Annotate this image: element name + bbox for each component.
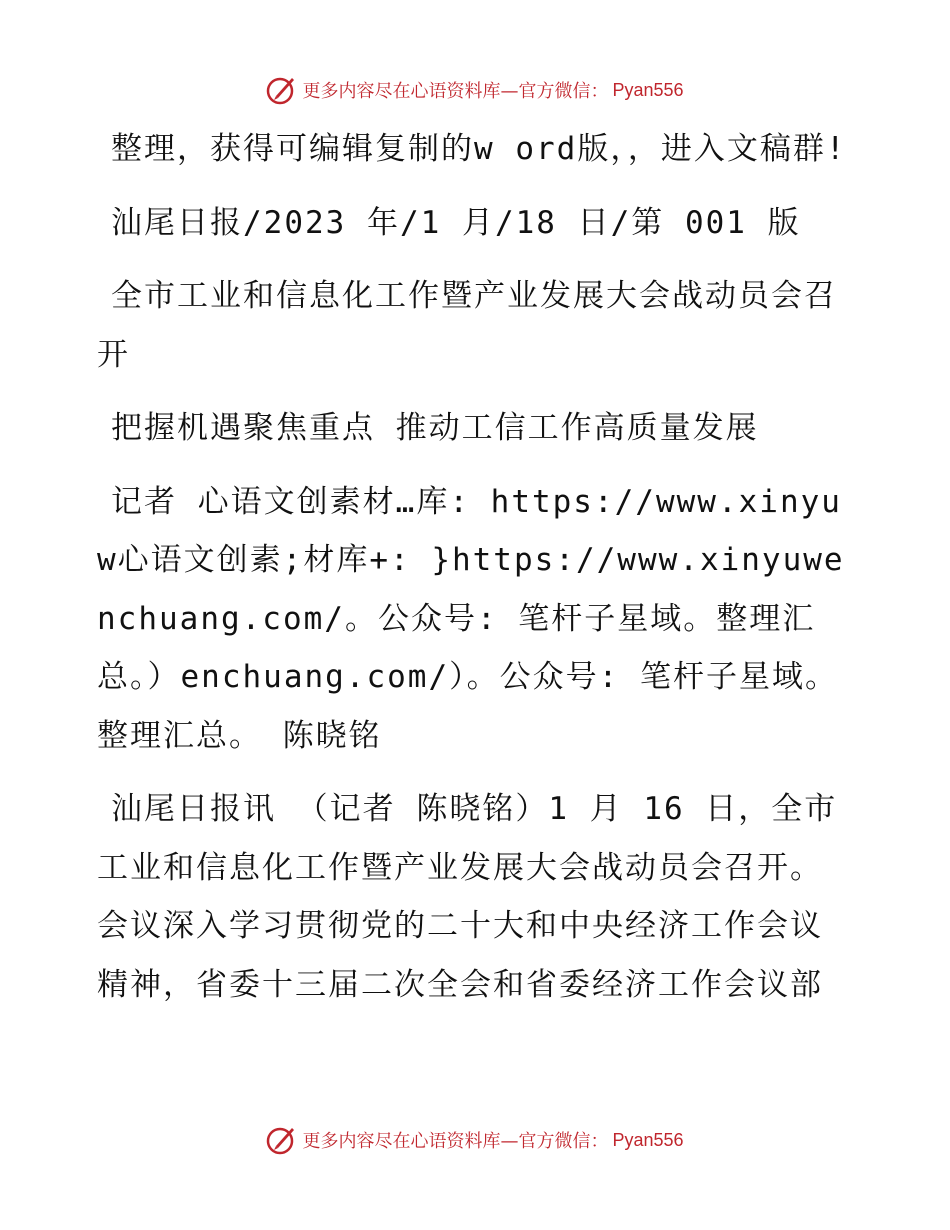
header-banner <box>0 70 950 110</box>
document-body <box>97 120 853 1029</box>
quill-pen-logo-icon <box>266 1124 298 1156</box>
quill-pen-logo-icon <box>266 74 298 106</box>
footer-banner-content <box>266 1124 683 1156</box>
paragraph-intro: 整理，获得可编辑复制的w ord版，，进入文稿群! <box>111 131 847 167</box>
footer-banner-text: 更多内容尽在心语资料库—官方微信： <box>302 1131 609 1152</box>
header-banner-wechat-id: Pyan556 <box>612 79 684 100</box>
paragraph-subheadline: 把握机遇聚焦重点 推动工信工作高质量发展 <box>111 410 759 446</box>
header-banner-text: 更多内容尽在心语资料库—官方微信： <box>302 81 609 102</box>
paragraph-headline: 全市工业和信息化工作暨产业发展大会战动员会召开 <box>97 278 837 373</box>
footer-banner <box>0 1120 950 1160</box>
header-banner-content <box>266 74 683 106</box>
paragraph-body: 汕尾日报讯 （记者 陈晓铭）1 月 16 日，全市工业和信息化工作暨产业发展大会战动员会召开。会议深入学习贯彻党的二十大和中央经济工作会议精神，省委十三届二次全会和省委经济工作会议部 <box>97 791 838 1003</box>
paragraph-source-line: 汕尾日报/2023 年/1 月/18 日/第 001 版 <box>111 204 801 241</box>
footer-banner-wechat-id: Pyan556 <box>612 1129 684 1150</box>
paragraph-byline: 记者 心语文创素材…库: https://www.xinyuw心语文创素;材库+: }https://www.xinyuwenchuang.com/。公众号: 笔杆子星域。整理汇总。）enchuang.com/）。公众号: 笔杆子星域。整理汇总。 陈晓铭 <box>97 483 845 754</box>
